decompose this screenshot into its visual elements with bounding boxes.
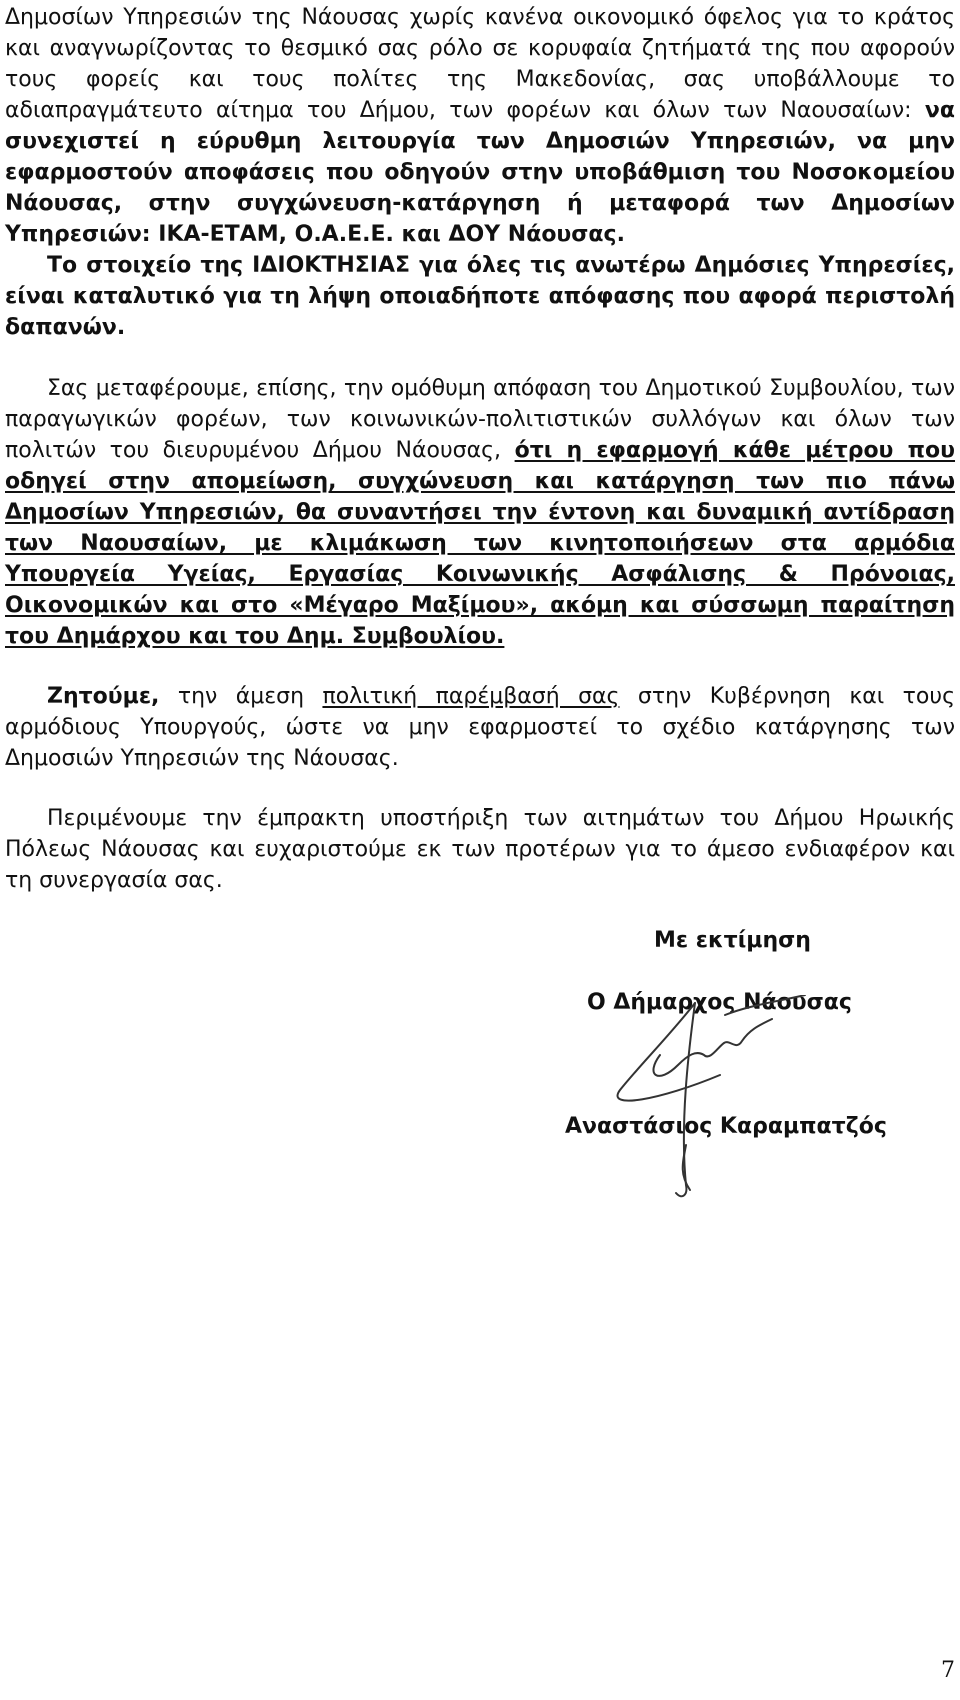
thanks-text: Περιμένουμε την έμπρακτη υποστήριξη των αιτημάτων του Δήμου Ηρωικής Πόλεως Νάουσας και ευχαριστούμε εκ των προτέρων για το άμεσο ενδιαφέρον και τη συνεργασία σας. bbox=[5, 806, 955, 893]
intervention-lead: Ζητούμε, bbox=[47, 684, 160, 709]
council-warning: ότι η εφαρμογή κάθε μέτρου που οδηγεί στην απομείωση, συγχώνευση και κατάργηση των πιο πάνω Δημοσίων Υπηρεσιών, θα συναντήσει την έντονη και δυναμική αντίδραση των Ναουσαίων, με κλιμάκωση των κινητοποιήσεων στα αρμόδια Υπουργεία Υγείας, Εργασίας Κοινωνικής Ασφάλισης & Πρόνοιας, Οικονομικών και στο «Μέγαρο Μαξίμου», ακόμη και σύσσωμη παραίτηση του Δημάρχου και του Δημ. Συμβουλίου. bbox=[5, 438, 956, 649]
ownership-statement: Το στοιχείο της ΙΔΙΟΚΤΗΣΙΑΣ για όλες τις ανωτέρω Δημόσιες Υπηρεσίες, είναι καταλυτικό για τη λήψη οποιαδήποτε απόφασης που αφορά περιστολή δαπανών. bbox=[5, 253, 955, 340]
signatory-name: Αναστάσιος Καραμπατζός bbox=[565, 1114, 887, 1139]
request-demand: να συνεχιστεί η εύρυθμη λειτουργία των Δημοσιών Υπηρεσιών, να μην εφαρμοστούν αποφάσεις που οδηγούν στην υποβάθμιση του Νοσοκομείου Νάουσας, στην συγχώνευση-κατάργηση ή μεταφορά των Δημοσίων Υπηρεσιών: ΙΚΑ-ΕΤΑΜ, Ο.Α.Ε.Ε. και ΔΟΥ Νάουσας. bbox=[5, 98, 955, 247]
intervention-underlined: πολιτική παρέμβασή σας bbox=[322, 684, 620, 709]
intervention-text-1: την άμεση bbox=[159, 684, 323, 709]
paragraph-request bbox=[5, 2, 955, 343]
paragraph-intervention bbox=[5, 681, 955, 774]
paragraph-council-decision bbox=[5, 373, 955, 652]
signatory-title: Ο Δήμαρχος Νάουσας bbox=[587, 990, 852, 1015]
intervention-text-2: στην Κυβέρνηση και τους αρμόδιους Υπουργούς, ώστε να μην εφαρμοστεί το σχέδιο κατάργησης των Δημοσιών Υπηρεσιών της Νάουσας. bbox=[5, 684, 956, 771]
council-intro: Σας μεταφέρουμε, επίσης, την ομόθυμη απόφαση του Δημοτικού Συμβουλίου, των παραγωγικών φορέων, των κοινωνικών-πολιτιστικών συλλόγων και όλων των πολιτών του διευρυμένου Δήμου Νάουσας, bbox=[5, 376, 955, 463]
paragraph-thanks bbox=[5, 803, 955, 896]
request-intro: Δημοσίων Υπηρεσιών της Νάουσας χωρίς κανένα οικονομικό όφελος για το κράτος και αναγνωρίζοντας το θεσμικό σας ρόλο σε κορυφαία ζητήματά της που αφορούν τους φορείς και τους πολίτες της Μακεδονίας, σας υποβάλλουμε το αδιαπραγμάτευτο αίτημα του Δήμου, των φορέων και όλων των Ναουσαίων: bbox=[5, 5, 955, 123]
page-number: 7 bbox=[941, 1658, 955, 1683]
closing-regards: Με εκτίμηση bbox=[654, 928, 811, 953]
handwritten-signature bbox=[600, 995, 860, 1205]
